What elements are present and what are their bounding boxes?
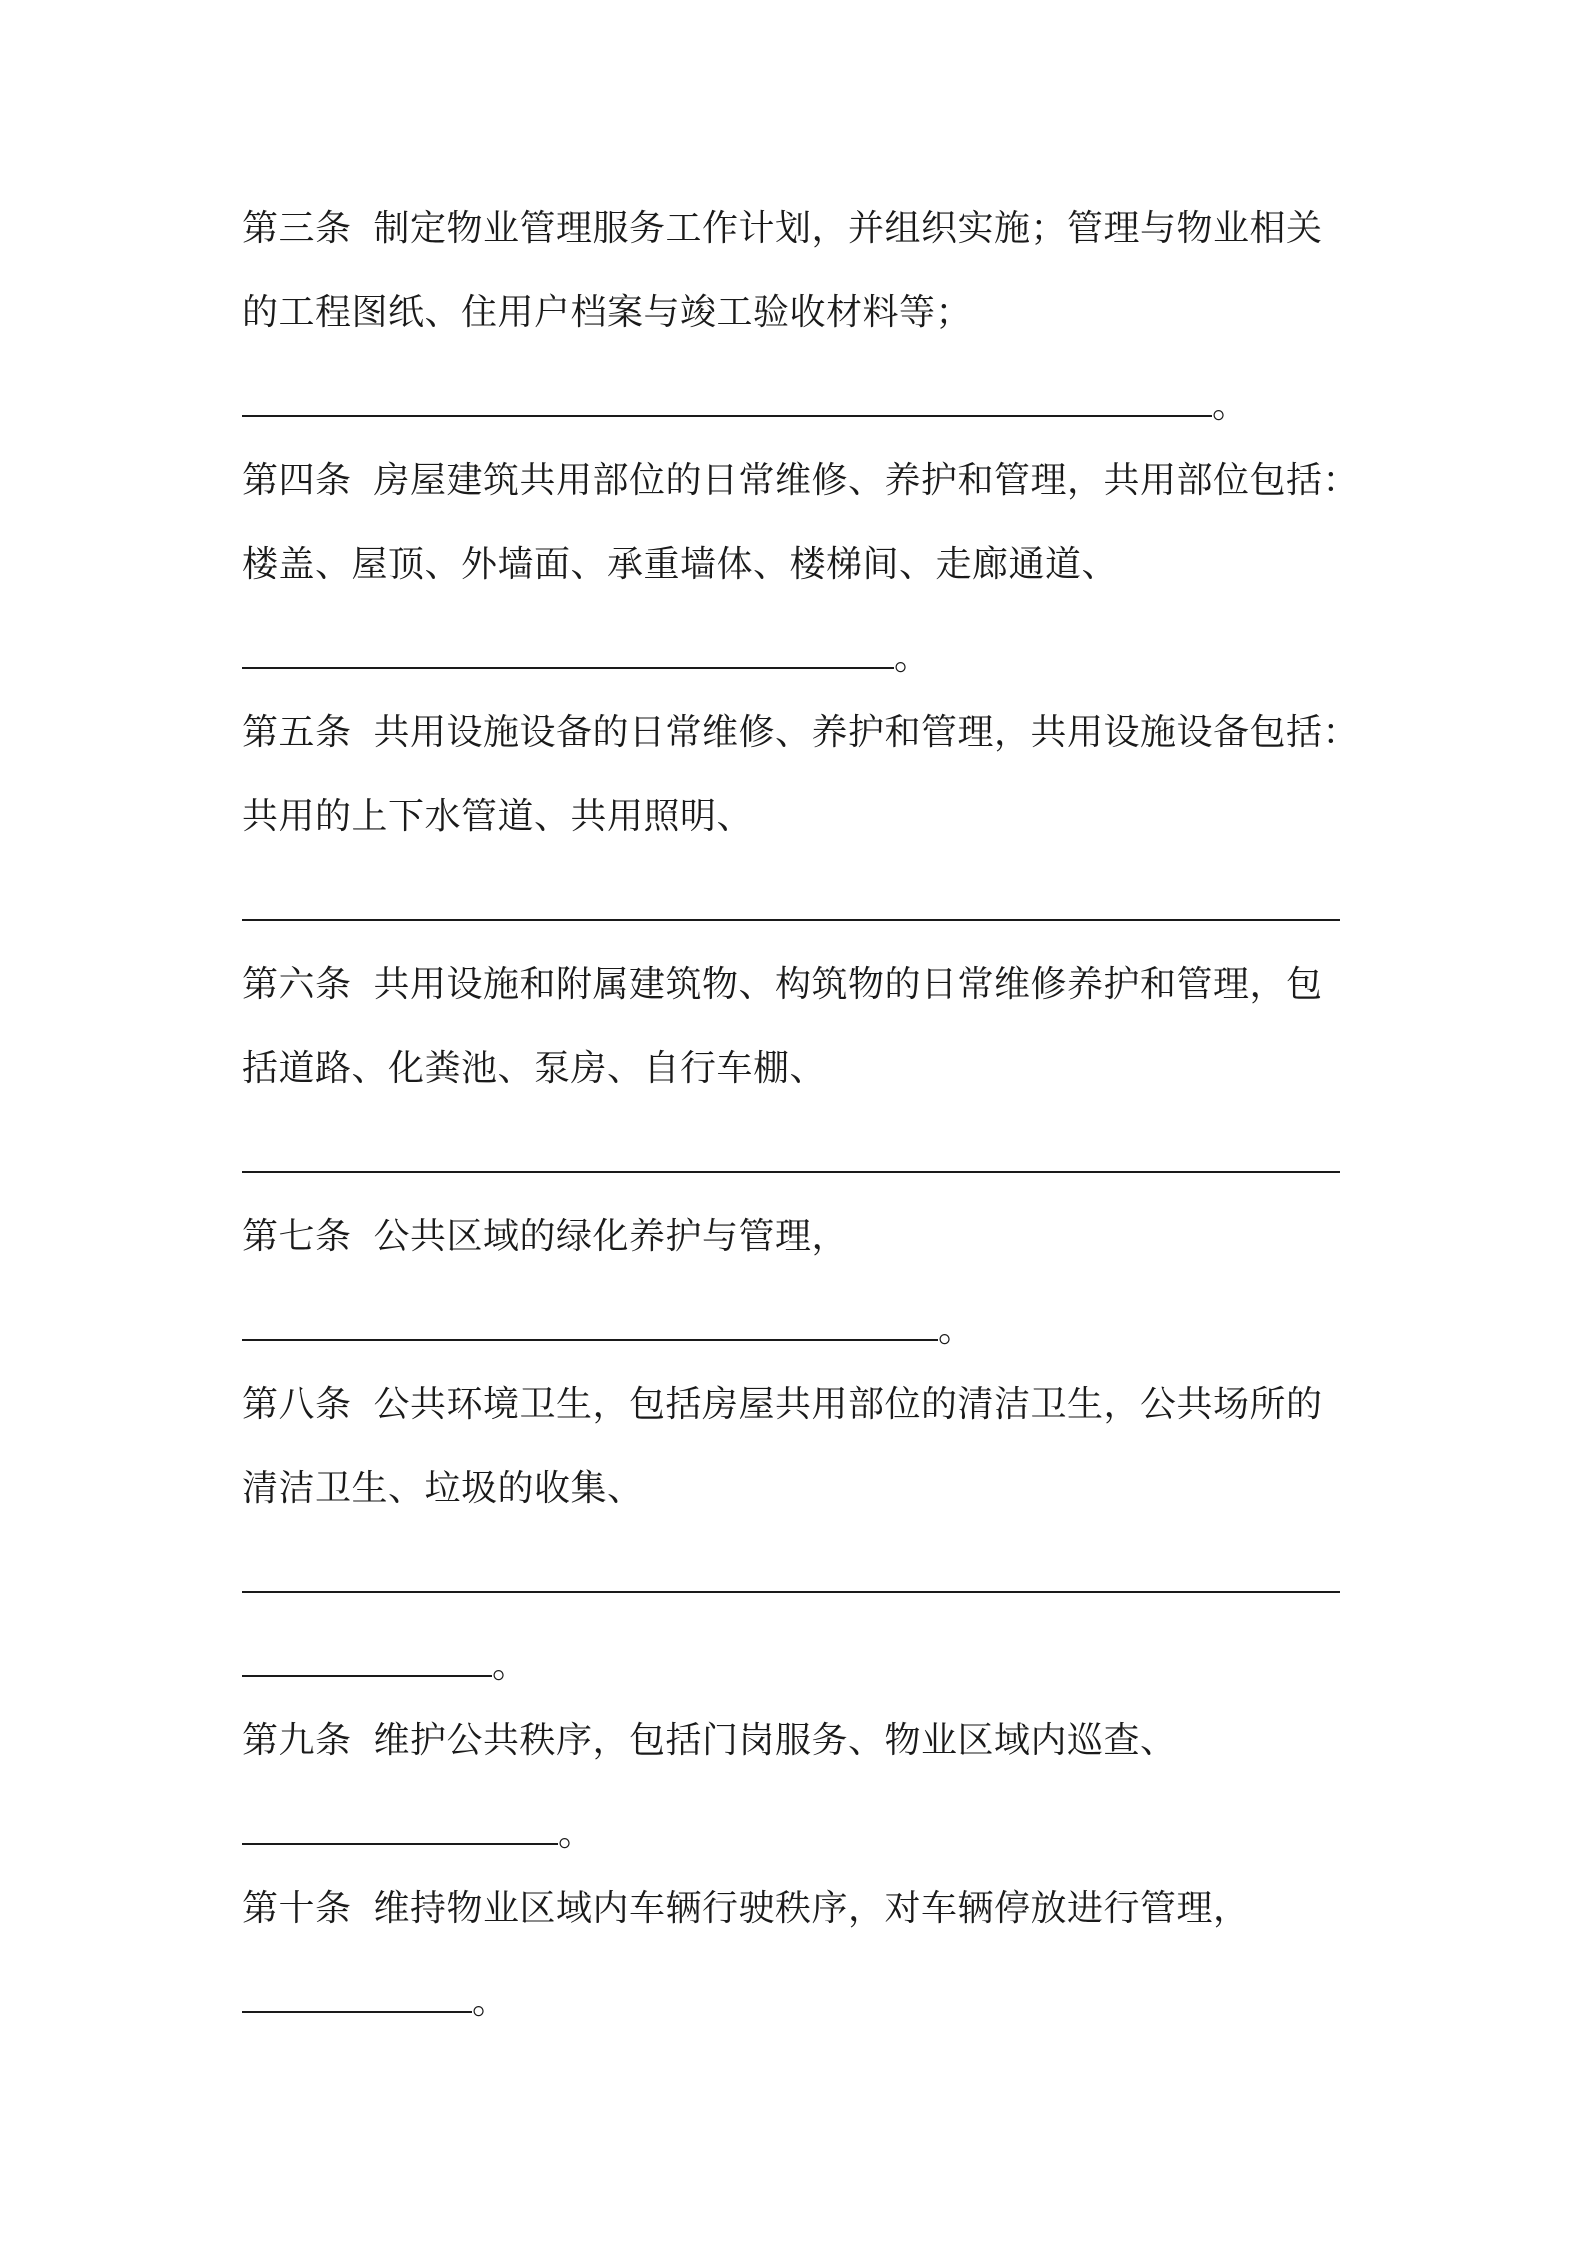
article-text: 公共环境卫生，包括房屋共用部位的清洁卫生，公共场所的 [373,1384,1323,1425]
article-7-blank [242,1308,975,1352]
article-text: 清洁卫生、垃圾的收集、 [242,1468,644,1509]
article-label: 第三条 [242,208,352,249]
article-label: 第十条 [242,1888,352,1929]
article-6-line-2 [242,1047,826,1091]
article-text: 房屋建筑共用部位的日常维修、养护和管理，共用部位包括： [373,460,1360,501]
article-text: 共用的上下水管道、共用照明、 [242,796,754,837]
article-text: 维护公共秩序，包括门岗服务、物业区域内巡查、 [373,1720,1177,1761]
fill-in-blank-line [242,385,1212,417]
article-text: 楼盖、屋顶、外墙面、承重墙体、楼梯间、走廊通道、 [242,544,1119,585]
article-3-line-1 [242,207,1323,251]
article-text: 括道路、化粪池、泵房、自行车棚、 [242,1048,827,1089]
blank-terminator: 。 [1212,385,1249,426]
article-4-blank [242,636,931,680]
article-9-blank [242,1812,595,1856]
fill-in-blank-line [242,889,1340,921]
article-3-blank [242,384,1249,428]
article-label: 第六条 [242,964,352,1005]
article-4-line-1 [242,459,1359,503]
article-text: 的工程图纸、住用户档案与竣工验收材料等； [242,292,973,333]
article-5-line-2 [242,795,753,839]
article-text: 制定物业管理服务工作计划，并组织实施；管理与物业相关 [373,208,1323,249]
article-label: 第九条 [242,1720,352,1761]
article-text: 共用设施设备的日常维修、养护和管理，共用设施设备包括： [373,712,1360,753]
fill-in-blank-line [242,1561,1340,1593]
blank-terminator: 。 [558,1813,595,1854]
fill-in-blank-line [242,1981,472,2013]
blank-terminator: 。 [894,637,931,678]
article-8-line-2 [242,1467,644,1511]
article-8-blank-2 [242,1644,529,1688]
article-5-line-1 [242,711,1359,755]
blank-terminator: 。 [472,1981,509,2022]
article-9-line-1 [242,1719,1177,1763]
article-5-blank [242,888,1340,932]
article-10-blank [242,1980,509,2024]
article-10-line-1 [242,1887,1250,1931]
fill-in-blank-line [242,1141,1340,1173]
article-4-line-2 [242,543,1118,587]
article-label: 第八条 [242,1384,352,1425]
article-text: 维持物业区域内车辆行驶秩序，对车辆停放进行管理， [373,1888,1250,1929]
article-label: 第七条 [242,1216,352,1257]
article-text: 共用设施和附属建筑物、构筑物的日常维修养护和管理，包 [373,964,1323,1005]
article-text: 公共区域的绿化养护与管理， [373,1216,849,1257]
fill-in-blank-line [242,1645,492,1677]
blank-terminator: 。 [938,1309,975,1350]
article-8-line-1 [242,1383,1323,1427]
article-label: 第四条 [242,460,352,501]
article-8-blank-1 [242,1560,1340,1604]
article-7-line-1 [242,1215,848,1259]
article-6-line-1 [242,963,1323,1007]
fill-in-blank-line [242,1309,938,1341]
fill-in-blank-line [242,1813,558,1845]
article-6-blank [242,1140,1340,1184]
article-3-line-2 [242,291,972,335]
article-label: 第五条 [242,712,352,753]
blank-terminator: 。 [492,1645,529,1686]
fill-in-blank-line [242,637,894,669]
